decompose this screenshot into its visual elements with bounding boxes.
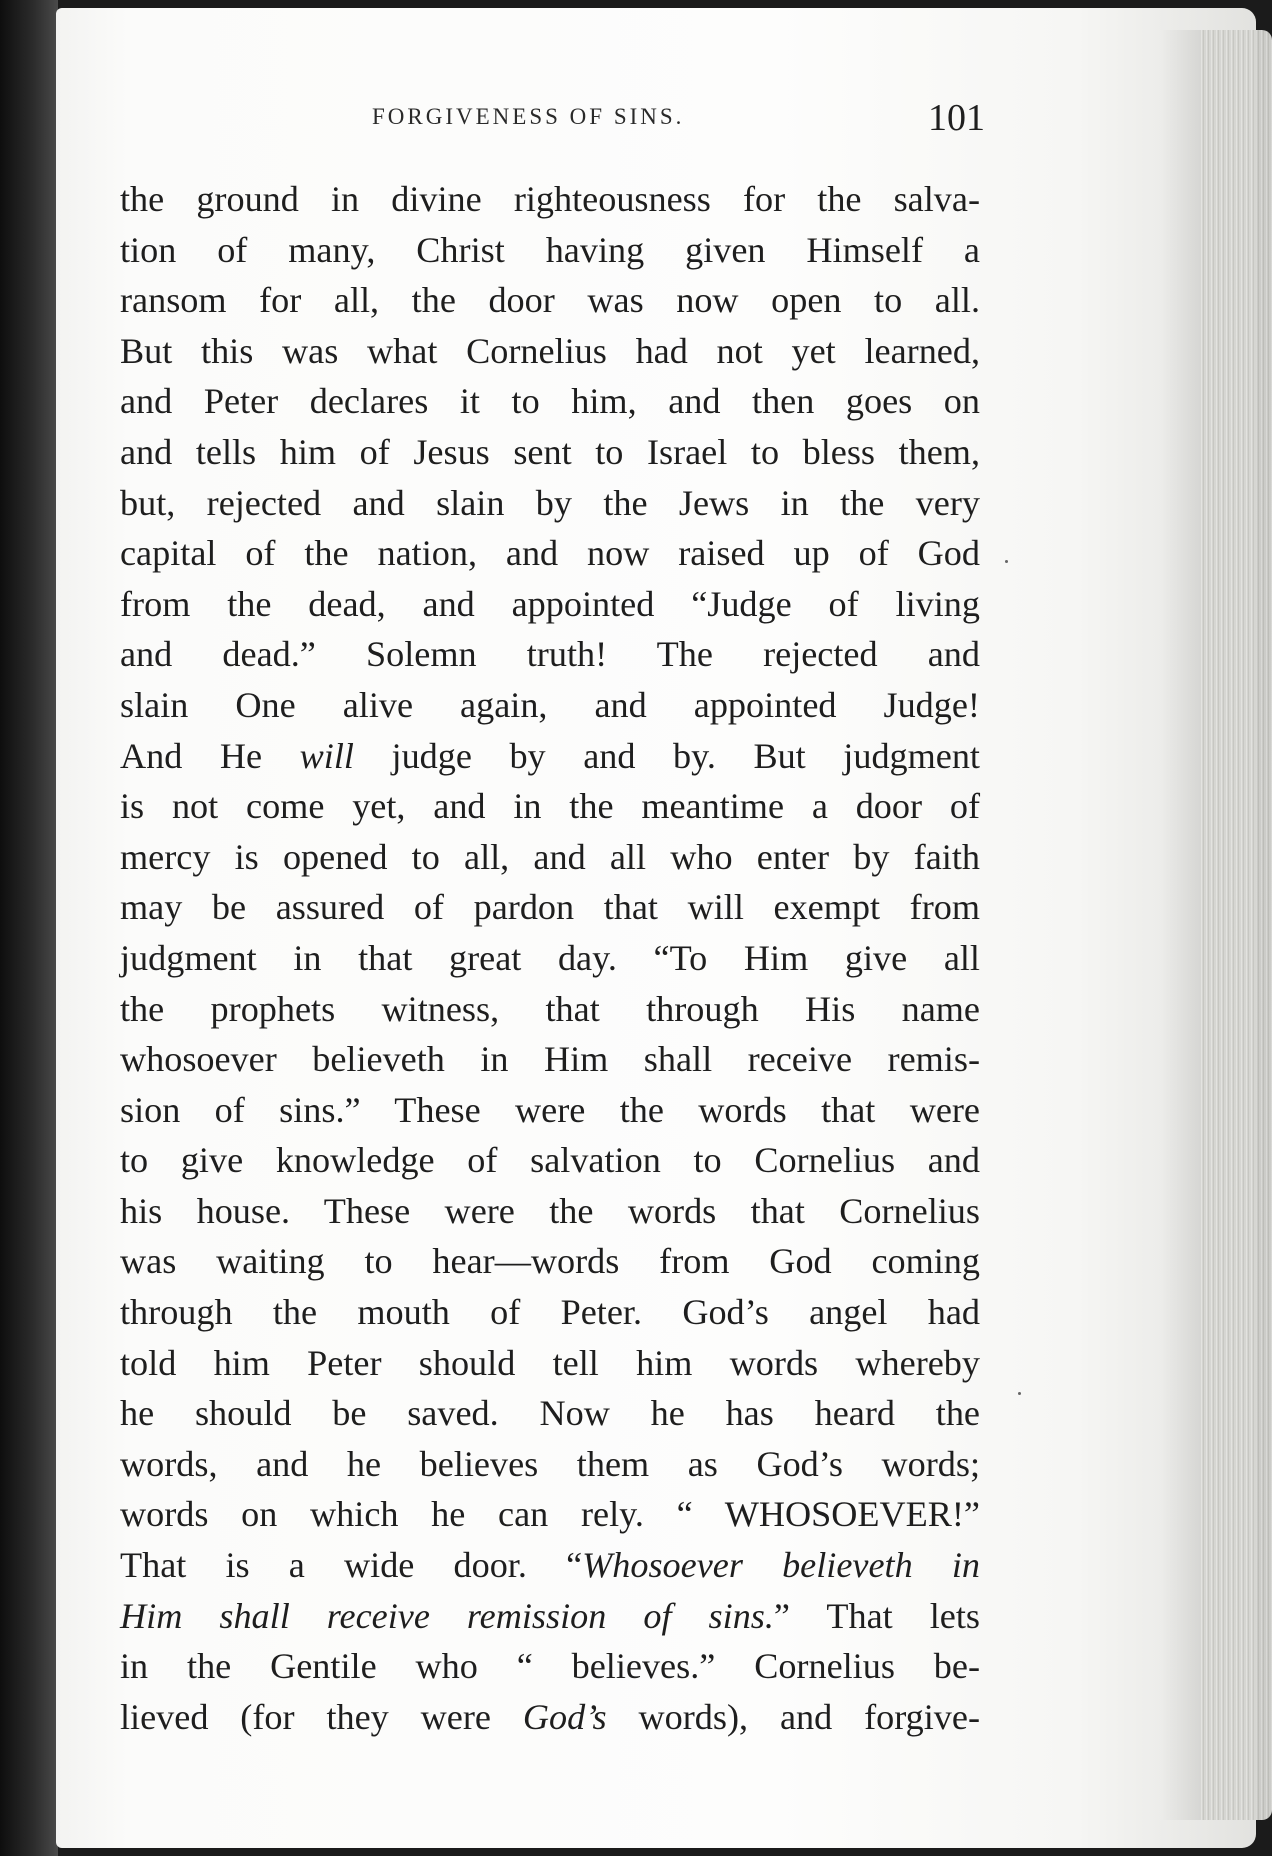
previous-page-edge <box>0 0 58 1856</box>
page-stack-edge <box>1200 30 1272 1820</box>
italic-segment: God’s <box>522 1696 607 1737</box>
text-line: the ground in divine righteousness for the salva- <box>120 179 980 219</box>
text-line: is not come yet, and in the meantime a door of <box>120 786 980 827</box>
text-line: slain One alive again, and appointed Judge! <box>120 684 980 725</box>
text-line: ransom for all, the door was now open to all. <box>120 280 980 321</box>
text-line: But this was what Cornelius had not yet learned, <box>120 330 980 371</box>
text-line: to give knowledge of salvation to Cornelius and <box>120 1140 980 1181</box>
text-line: he should be saved. Now he has heard the <box>120 1393 980 1434</box>
text-segment: And He <box>120 735 300 776</box>
text-line <box>120 1540 980 1591</box>
scan-speck <box>1005 560 1008 563</box>
text-line: may be assured of pardon that will exempt from <box>120 887 980 928</box>
text-line: was waiting to hear—words from God coming <box>120 1241 980 1282</box>
text-segment: words), and forgive- <box>606 1696 981 1737</box>
text-line: and tells him of Jesus sent to Israel to bless them, <box>120 431 980 472</box>
text-line: but, rejected and slain by the Jews in the very <box>120 482 980 523</box>
text-line: his house. These were the words that Cornelius <box>120 1190 980 1231</box>
text-segment: ” That lets <box>773 1595 980 1636</box>
text-segment: That is a wide door. “ <box>120 1545 583 1586</box>
text-line: judgment in that great day. “To Him give all <box>120 937 980 978</box>
italic-segment: will <box>299 735 354 776</box>
text-line <box>120 731 980 782</box>
text-line: sion of sins.” These were the words that were <box>120 1089 980 1130</box>
text-segment: lieved (for they were <box>120 1696 523 1737</box>
italic-segment: Him shall receive remission of sins. <box>120 1595 774 1636</box>
text-line <box>120 1692 980 1743</box>
text-line: words, and he believes them as God’s words; <box>120 1443 980 1484</box>
italic-segment: Whosoever believeth in <box>582 1545 980 1586</box>
page-number: 101 <box>928 97 985 139</box>
scan-speck <box>1018 1392 1021 1395</box>
text-line: and dead.” Solemn truth! The rejected and <box>120 634 980 675</box>
body-text <box>120 174 980 1742</box>
text-line: the prophets witness, that through His name <box>120 988 980 1029</box>
text-line: told him Peter should tell him words whereby <box>120 1342 980 1383</box>
running-title: FORGIVENESS OF SINS. <box>372 104 685 129</box>
text-line: words on which he can rely. “ WHOSOEVER!” <box>120 1494 980 1535</box>
text-line <box>120 1591 980 1642</box>
text-line: from the dead, and appointed “Judge of living <box>120 583 980 624</box>
text-line: mercy is opened to all, and all who enter by faith <box>120 836 980 877</box>
text-line: capital of the nation, and now raised up of God <box>120 533 980 574</box>
text-line: in the Gentile who “ believes.” Cornelius be- <box>120 1646 980 1687</box>
text-line: tion of many, Christ having given Himself a <box>120 229 980 270</box>
text-line: through the mouth of Peter. God’s angel had <box>120 1292 980 1333</box>
text-segment: judge by and by. But judgment <box>353 735 980 776</box>
page-stack-shadow <box>1160 30 1200 1820</box>
text-line: whosoever believeth in Him shall receive remis- <box>120 1039 980 1080</box>
text-line: and Peter declares it to him, and then goes on <box>120 381 980 422</box>
